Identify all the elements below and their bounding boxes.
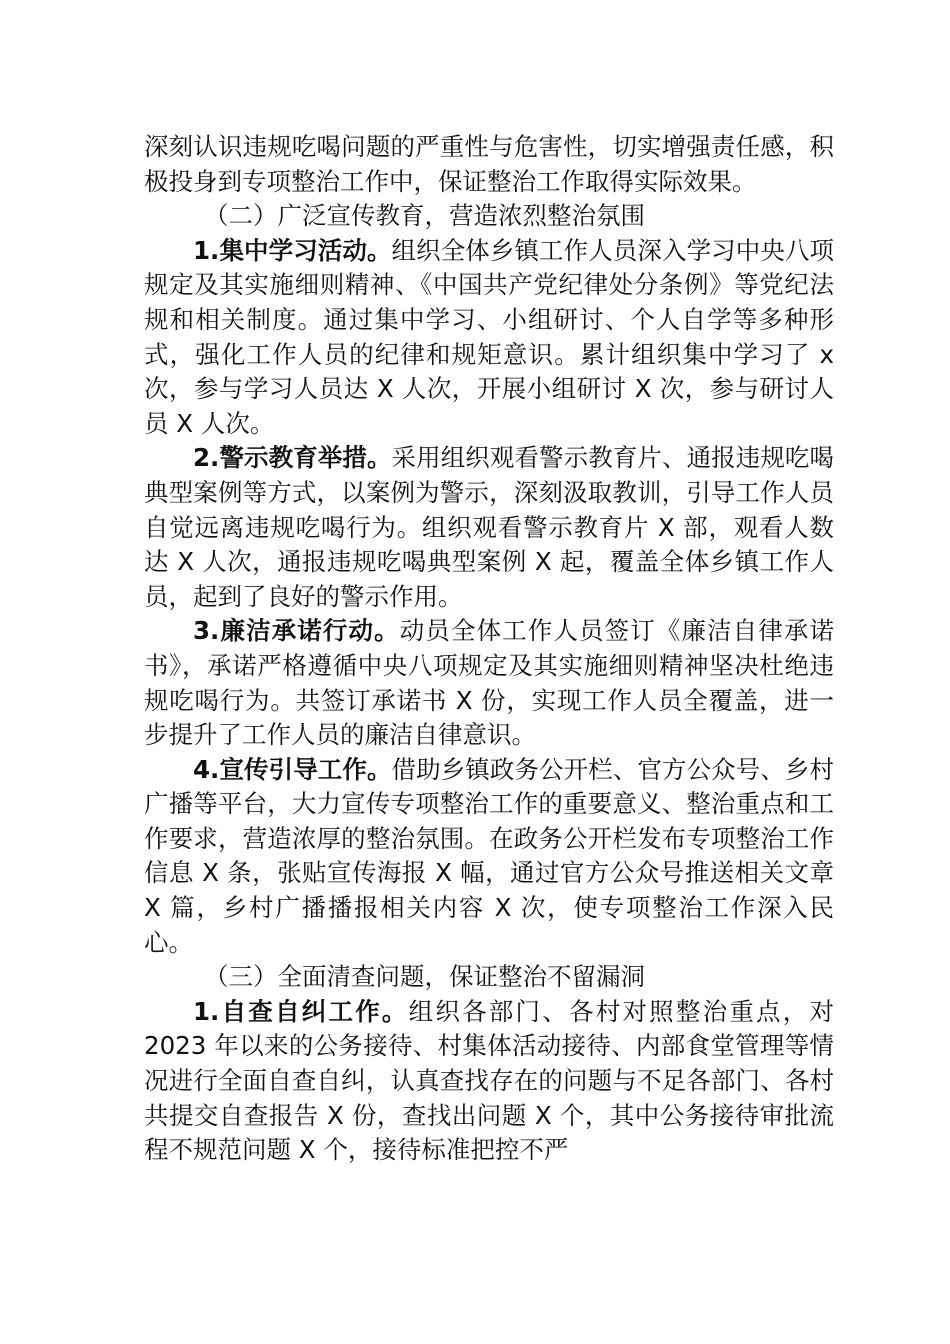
paragraph-lead: 3.廉洁承诺行动。 bbox=[193, 616, 400, 646]
paragraph-lead: 4.宣传引导工作。 bbox=[193, 754, 392, 784]
body-paragraph bbox=[144, 753, 834, 961]
body-paragraph bbox=[144, 614, 834, 752]
body-paragraph bbox=[144, 130, 834, 199]
paragraph-text: 借助乡镇政务公开栏、官方公众号、乡村广播等平台，大力宣传专项整治工作的重要意义、整治重点和工作要求，营造浓厚的整治氛围。在政务公开栏发布专项整治工作信息 X 条，张贴宣传海报 X 幅，通过官方公众号推送相关文章 X 篇，乡村广播播报相关内容 X 次，使专项整治工作深入民心。 bbox=[144, 754, 835, 957]
paragraph-lead: 1.集中学习活动。 bbox=[193, 235, 392, 265]
paragraph-text: 组织全体乡镇工作人员深入学习中央八项规定及其实施细则精神、《中国共产党纪律处分条例》等党纪法规和相关制度。通过集中学习、小组研讨、个人自学等多种形式，强化工作人员的纪律和规矩意识。累计组织集中学习了 x 次，参与学习人员达 X 人次，开展小组研讨 X 次，参与研讨人员 X 人次。 bbox=[144, 235, 835, 438]
paragraph-text: 组织各部门、各村对照整治重点，对 2023 年以来的公务接待、村集体活动接待、内部食堂管理等情况进行全面自查自纠，认真查找存在的问题与不足各部门、各村共提交自查报告 X 份，查找出问题 X 个，其中公务接待审批流程不规范问题 X 个，接待标准把控不严 bbox=[144, 996, 835, 1165]
document-body bbox=[144, 130, 834, 1168]
paragraph-lead: 1.自查自纠工作。 bbox=[193, 996, 409, 1026]
section-heading-3 bbox=[144, 960, 834, 995]
section-heading-text: （二）广泛宣传教育，营造浓烈整治氛围 bbox=[204, 201, 645, 231]
paragraph-text: 采用组织观看警示教育片、通报违规吃喝典型案例等方式，以案例为警示，深刻汲取教训，引导工作人员自觉远离违规吃喝行为。组织观看警示教育片 X 部，观看人数达 X 人次，通报违规吃喝典型案例 X 起，覆盖全体乡镇工作人员，起到了良好的警示作用。 bbox=[144, 443, 835, 611]
paragraph-text: 深刻认识违规吃喝问题的严重性与危害性，切实增强责任感，积极投身到专项整治工作中，保证整治工作取得实际效果。 bbox=[144, 132, 834, 196]
paragraph-text: 动员全体工作人员签订《廉洁自律承诺书》，承诺严格遵循中央八项规定及其实施细则精神坚决杜绝违规吃喝行为。共签订承诺书 X 份，实现工作人员全覆盖，进一步提升了工作人员的廉洁自律意识。 bbox=[144, 616, 834, 750]
body-paragraph bbox=[144, 995, 834, 1168]
paragraph-lead: 2.警示教育举措。 bbox=[193, 443, 392, 473]
body-paragraph bbox=[144, 441, 834, 614]
body-paragraph bbox=[144, 234, 834, 442]
section-heading-text: （三）全面清查问题，保证整治不留漏洞 bbox=[204, 962, 645, 992]
section-heading-2 bbox=[144, 199, 834, 234]
